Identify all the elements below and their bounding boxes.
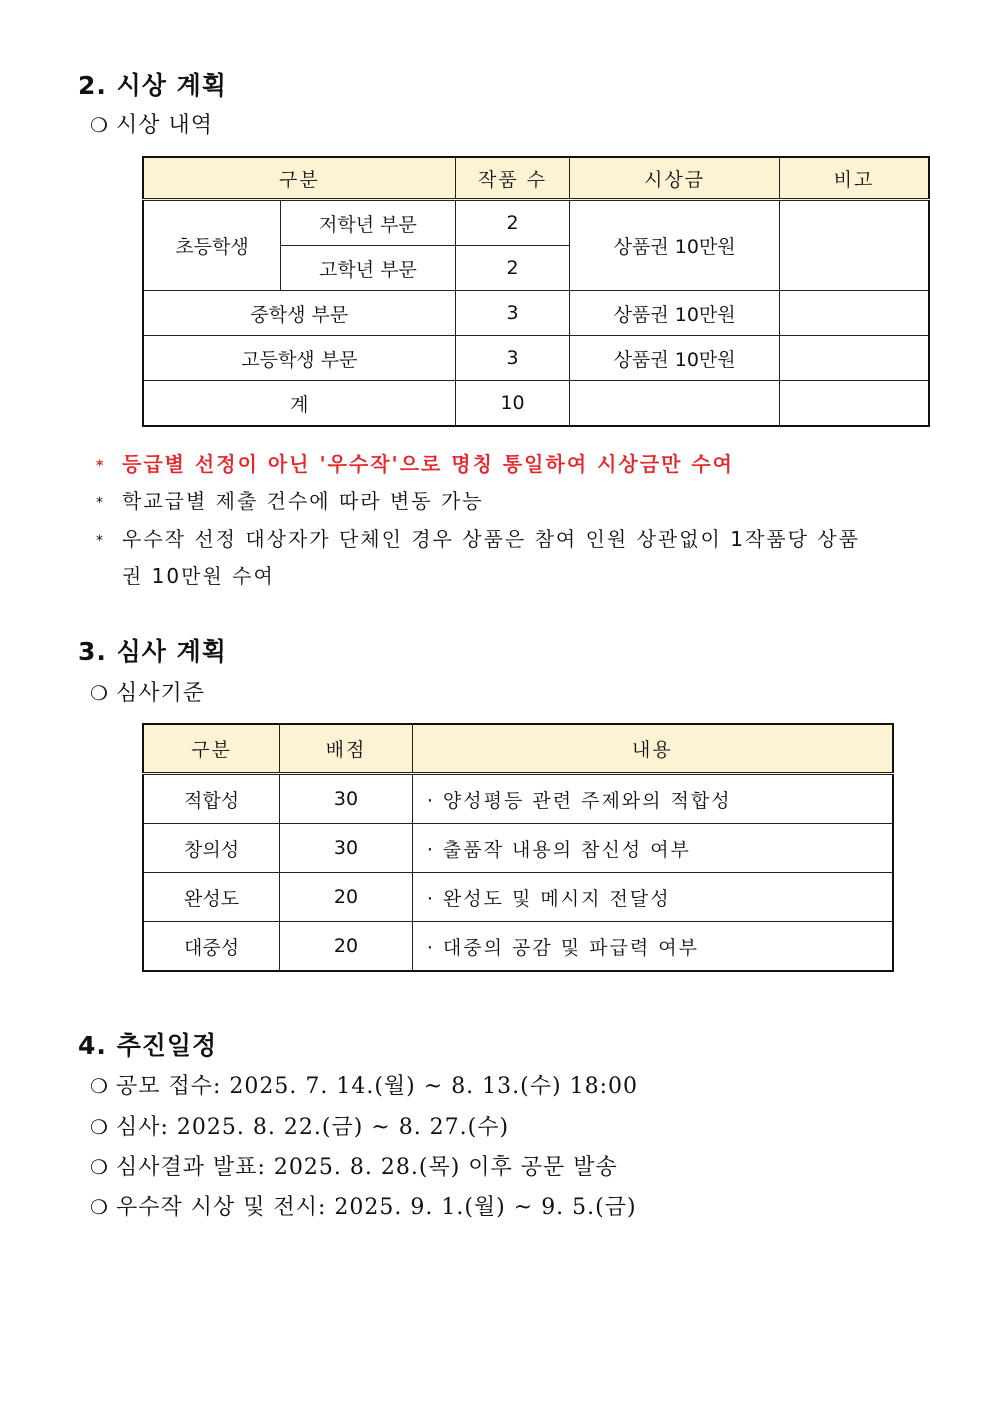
- high-prize: 상품권 10만원: [570, 336, 779, 381]
- elementary-remarks: [779, 200, 929, 291]
- criteria-name: 적합성: [143, 774, 280, 824]
- high-count: 3: [455, 336, 570, 381]
- criteria-name: 창의성: [143, 824, 280, 873]
- table-row: [143, 291, 929, 336]
- section4-title: 4. 추진일정: [78, 1031, 218, 1060]
- criteria-score: 20: [280, 873, 413, 922]
- total-remarks: [779, 381, 929, 427]
- table-row: [143, 381, 929, 427]
- circle-bullet-icon: ❍: [90, 1155, 109, 1179]
- note-variable-count: * 학교급별 제출 건수에 따라 변동 가능: [96, 489, 484, 513]
- judge-header-score: 배점: [280, 724, 413, 774]
- judge-header-content: 내용: [412, 724, 893, 774]
- schedule-item: ❍ 심사결과 발표: 2025. 8. 28.(목) 이후 공문 발송: [90, 1155, 618, 1180]
- elementary-label: 초등학생: [143, 200, 281, 291]
- note-group-award-cont: 권 10만원 수여: [122, 564, 275, 588]
- section2-title: 2. 시상 계획: [78, 71, 227, 100]
- elementary-lower-count: 2: [455, 200, 570, 246]
- asterisk-icon: *: [96, 532, 105, 549]
- table-row: [143, 774, 893, 824]
- circle-bullet-icon: ❍: [90, 1115, 109, 1139]
- criteria-content: · 출품작 내용의 참신성 여부: [412, 824, 893, 873]
- award-header-category: 구분: [143, 157, 455, 200]
- total-prize: [570, 381, 779, 427]
- asterisk-icon: *: [96, 457, 106, 474]
- section3-subheading: [90, 676, 205, 707]
- criteria-name: 대중성: [143, 922, 280, 972]
- judging-criteria-table: [142, 723, 894, 972]
- elementary-lower-label: 저학년 부문: [281, 200, 456, 246]
- asterisk-icon: *: [96, 494, 105, 511]
- section3-title: 3. 심사 계획: [78, 637, 227, 666]
- schedule-item: ❍ 심사: 2025. 8. 22.(금) ~ 8. 27.(수): [90, 1115, 510, 1140]
- award-table: [142, 156, 930, 427]
- criteria-content: · 양성평등 관련 주제와의 적합성: [412, 774, 893, 824]
- award-header-remarks: 비고: [779, 157, 929, 200]
- middle-label: 중학생 부문: [143, 291, 455, 336]
- table-row: [143, 922, 893, 972]
- table-row: [143, 200, 929, 246]
- section3-sub-label: 심사기준: [116, 681, 206, 706]
- elementary-upper-label: 고학년 부문: [281, 246, 456, 291]
- section2-sub-label: 시상 내역: [116, 113, 214, 138]
- judge-table-header: [143, 724, 893, 774]
- middle-remarks: [779, 291, 929, 336]
- criteria-score: 20: [280, 922, 413, 972]
- criteria-name: 완성도: [143, 873, 280, 922]
- total-count: 10: [455, 381, 570, 427]
- middle-count: 3: [455, 291, 570, 336]
- table-row: [143, 824, 893, 873]
- judge-header-category: 구분: [143, 724, 280, 774]
- circle-bullet-icon: ❍: [90, 1074, 109, 1098]
- schedule-item: ❍ 공모 접수: 2025. 7. 14.(월) ~ 8. 13.(수) 18:00: [90, 1074, 638, 1099]
- elementary-upper-count: 2: [455, 246, 570, 291]
- award-header-prize: 시상금: [570, 157, 779, 200]
- high-label: 고등학생 부문: [143, 336, 455, 381]
- note-group-award: * 우수작 선정 대상자가 단체인 경우 상품은 참여 인원 상관없이 1작품당 상품: [96, 527, 860, 551]
- high-remarks: [779, 336, 929, 381]
- middle-prize: 상품권 10만원: [570, 291, 779, 336]
- criteria-score: 30: [280, 824, 413, 873]
- total-label: 계: [143, 381, 455, 427]
- award-table-header: [143, 157, 929, 200]
- circle-bullet-icon: ❍: [90, 1195, 109, 1219]
- circle-bullet-icon: ❍: [90, 113, 109, 137]
- criteria-score: 30: [280, 774, 413, 824]
- schedule-item: ❍ 우수작 시상 및 전시: 2025. 9. 1.(월) ~ 9. 5.(금): [90, 1195, 637, 1220]
- award-header-count: 작품 수: [455, 157, 570, 200]
- criteria-content: · 대중의 공감 및 파급력 여부: [412, 922, 893, 972]
- criteria-content: · 완성도 및 메시지 전달성: [412, 873, 893, 922]
- table-row: [143, 873, 893, 922]
- table-row: [143, 336, 929, 381]
- elementary-prize: 상품권 10만원: [570, 200, 779, 291]
- section2-subheading: [90, 108, 213, 139]
- circle-bullet-icon: ❍: [90, 681, 109, 705]
- note-uniform-award: * 등급별 선정이 아닌 '우수작'으로 명칭 통일하여 시상금만 수여: [96, 452, 734, 476]
